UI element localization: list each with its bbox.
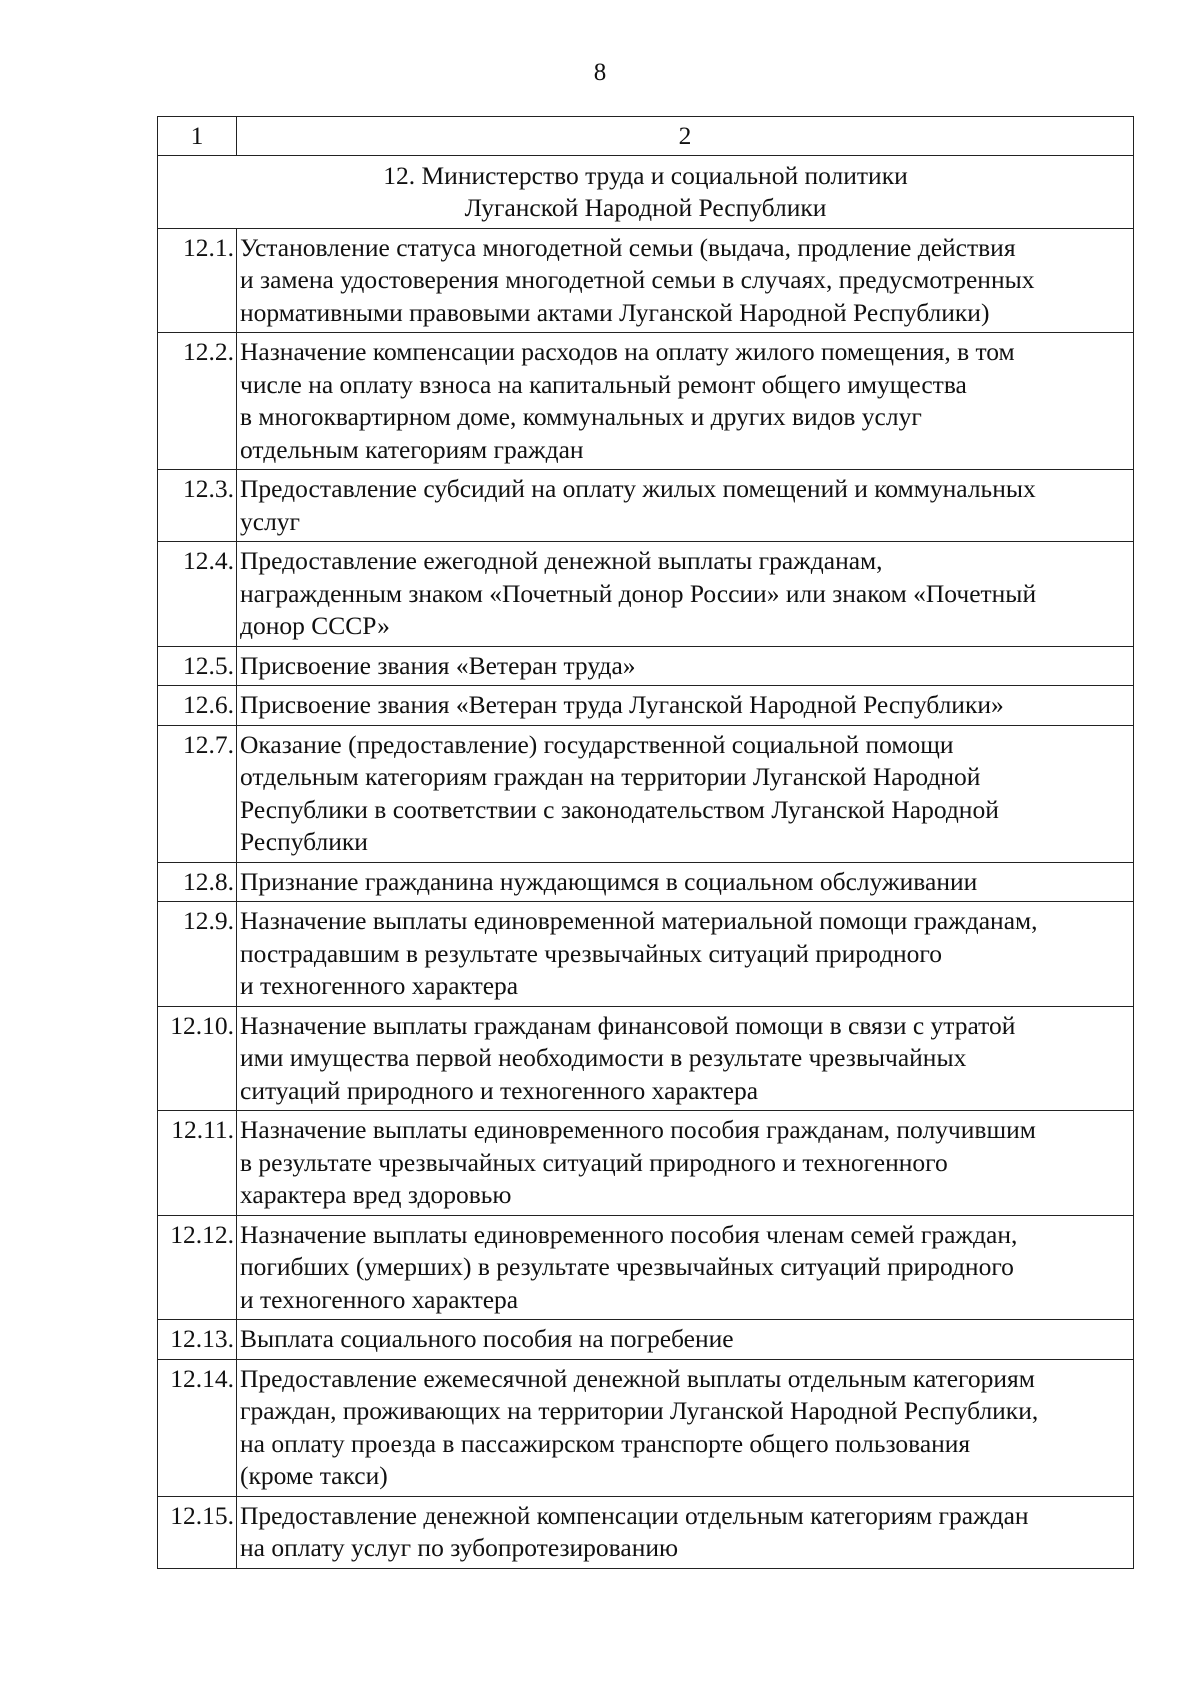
description-line: Назначение компенсации расходов на оплату жилого помещения, в том <box>240 337 1015 366</box>
description-line: на оплату услуг по зубопротезированию <box>240 1533 679 1562</box>
row-description <box>237 1359 1134 1496</box>
table-row <box>158 646 1134 686</box>
row-description <box>237 1496 1134 1568</box>
table-row <box>158 1215 1134 1320</box>
row-number: 12.5. <box>158 646 237 686</box>
row-description <box>237 646 1134 686</box>
description-line: Предоставление субсидий на оплату жилых помещений и коммунальных <box>240 474 1036 503</box>
description-line: Предоставление денежной компенсации отдельным категориям граждан <box>240 1500 1029 1530</box>
row-description <box>237 1111 1134 1216</box>
row-number: 12.6. <box>158 686 237 726</box>
services-table-body <box>158 117 1134 1569</box>
row-description <box>237 1215 1134 1320</box>
description-line: донор СССР» <box>240 611 390 640</box>
description-line: ими имущества первой необходимости в результате чрезвычайных <box>240 1043 967 1072</box>
row-description <box>237 228 1134 333</box>
description-line: Назначение выплаты единовременного пособия гражданам, получившим <box>240 1115 1036 1144</box>
description-line: Присвоение звания «Ветеран труда» <box>240 650 636 680</box>
description-line: Признание гражданина нуждающимся в социальном обслуживании <box>240 866 978 896</box>
table-row <box>158 1006 1134 1111</box>
row-number: 12.7. <box>158 725 237 862</box>
description-line: услуг <box>240 506 301 536</box>
description-line: (кроме такси) <box>240 1461 388 1490</box>
description-line: ситуаций природного и техногенного характера <box>240 1075 759 1105</box>
row-number: 12.3. <box>158 470 237 542</box>
table-header-row <box>158 117 1134 156</box>
description-line: пострадавшим в результате чрезвычайных ситуаций природного <box>240 938 943 968</box>
table-row <box>158 902 1134 1007</box>
row-number: 12.10. <box>158 1006 237 1111</box>
table-row <box>158 686 1134 726</box>
description-line: Назначение выплаты гражданам финансовой помощи в связи с утратой <box>240 1010 1016 1040</box>
row-description <box>237 725 1134 862</box>
description-line: Присвоение звания «Ветеран труда Луганской Народной Республики» <box>240 690 1004 719</box>
table-row <box>158 228 1134 333</box>
row-number: 12.15. <box>158 1496 237 1568</box>
row-number: 12.14. <box>158 1359 237 1496</box>
description-line: погибших (умерших) в результате чрезвычайных ситуаций природного <box>240 1252 1014 1281</box>
description-line: отдельным категориям граждан <box>240 434 584 464</box>
row-description <box>237 1320 1134 1360</box>
row-number: 12.4. <box>158 542 237 647</box>
column-1-header: 1 <box>158 117 237 156</box>
description-line: нормативными правовыми актами Луганской Народной Республики) <box>240 297 990 327</box>
table-row <box>158 542 1134 647</box>
description-line: и техногенного характера <box>240 971 519 1000</box>
description-line: награжденным знаком «Почетный донор России» или знаком «Почетный <box>240 578 1037 608</box>
description-line: Назначение выплаты единовременной материальной помощи гражданам, <box>240 906 1038 935</box>
description-line: в результате чрезвычайных ситуаций природного и техногенного <box>240 1147 948 1177</box>
row-description <box>237 862 1134 902</box>
description-line: Оказание (предоставление) государственной социальной помощи <box>240 729 954 759</box>
description-line: Назначение выплаты единовременного пособия членам семей граждан, <box>240 1219 1018 1249</box>
row-description <box>237 470 1134 542</box>
row-number: 12.1. <box>158 228 237 333</box>
table-row <box>158 1359 1134 1496</box>
description-line: Установление статуса многодетной семьи (выдача, продление действия <box>240 232 1016 262</box>
section-title <box>158 155 1134 228</box>
table-row <box>158 470 1134 542</box>
description-line: в многоквартирном доме, коммунальных и других видов услуг <box>240 402 922 431</box>
description-line: числе на оплату взноса на капитальный ремонт общего имущества <box>240 369 967 399</box>
description-line: граждан, проживающих на территории Луганской Народной Республики, <box>240 1396 1039 1425</box>
description-line: Предоставление ежегодной денежной выплаты гражданам, <box>240 546 883 575</box>
table-row <box>158 1111 1134 1216</box>
row-number: 12.8. <box>158 862 237 902</box>
page-number: 8 <box>593 59 607 86</box>
services-table <box>157 116 1134 1569</box>
row-description <box>237 542 1134 647</box>
row-description <box>237 1006 1134 1111</box>
table-row <box>158 333 1134 470</box>
column-2-header: 2 <box>237 117 1134 156</box>
table-row <box>158 862 1134 902</box>
row-description <box>237 686 1134 726</box>
description-line: и замена удостоверения многодетной семьи в случаях, предусмотренных <box>240 265 1035 294</box>
description-line: характера вред здоровью <box>240 1180 512 1209</box>
table-row <box>158 725 1134 862</box>
description-line: Республики <box>240 827 368 856</box>
description-line: на оплату проезда в пассажирском транспорте общего пользования <box>240 1428 971 1458</box>
row-number: 12.11. <box>158 1111 237 1216</box>
description-line: Выплата социального пособия на погребение <box>240 1324 734 1353</box>
section-title-line: Луганской Народной Республики <box>464 193 827 222</box>
description-line: отдельным категориям граждан на территории Луганской Народной <box>240 762 981 791</box>
row-description <box>237 333 1134 470</box>
description-line: и техногенного характера <box>240 1284 519 1314</box>
section-title-row <box>158 155 1134 228</box>
row-number: 12.13. <box>158 1320 237 1360</box>
table-row <box>158 1320 1134 1360</box>
section-title-line: 12. Министерство труда и социальной политики <box>383 160 908 190</box>
description-line: Республики в соответствии с законодательством Луганской Народной <box>240 794 999 824</box>
row-number: 12.12. <box>158 1215 237 1320</box>
description-line: Предоставление ежемесячной денежной выплаты отдельным категориям <box>240 1363 1035 1393</box>
row-number: 12.9. <box>158 902 237 1007</box>
row-number: 12.2. <box>158 333 237 470</box>
table-row <box>158 1496 1134 1568</box>
row-description <box>237 902 1134 1007</box>
